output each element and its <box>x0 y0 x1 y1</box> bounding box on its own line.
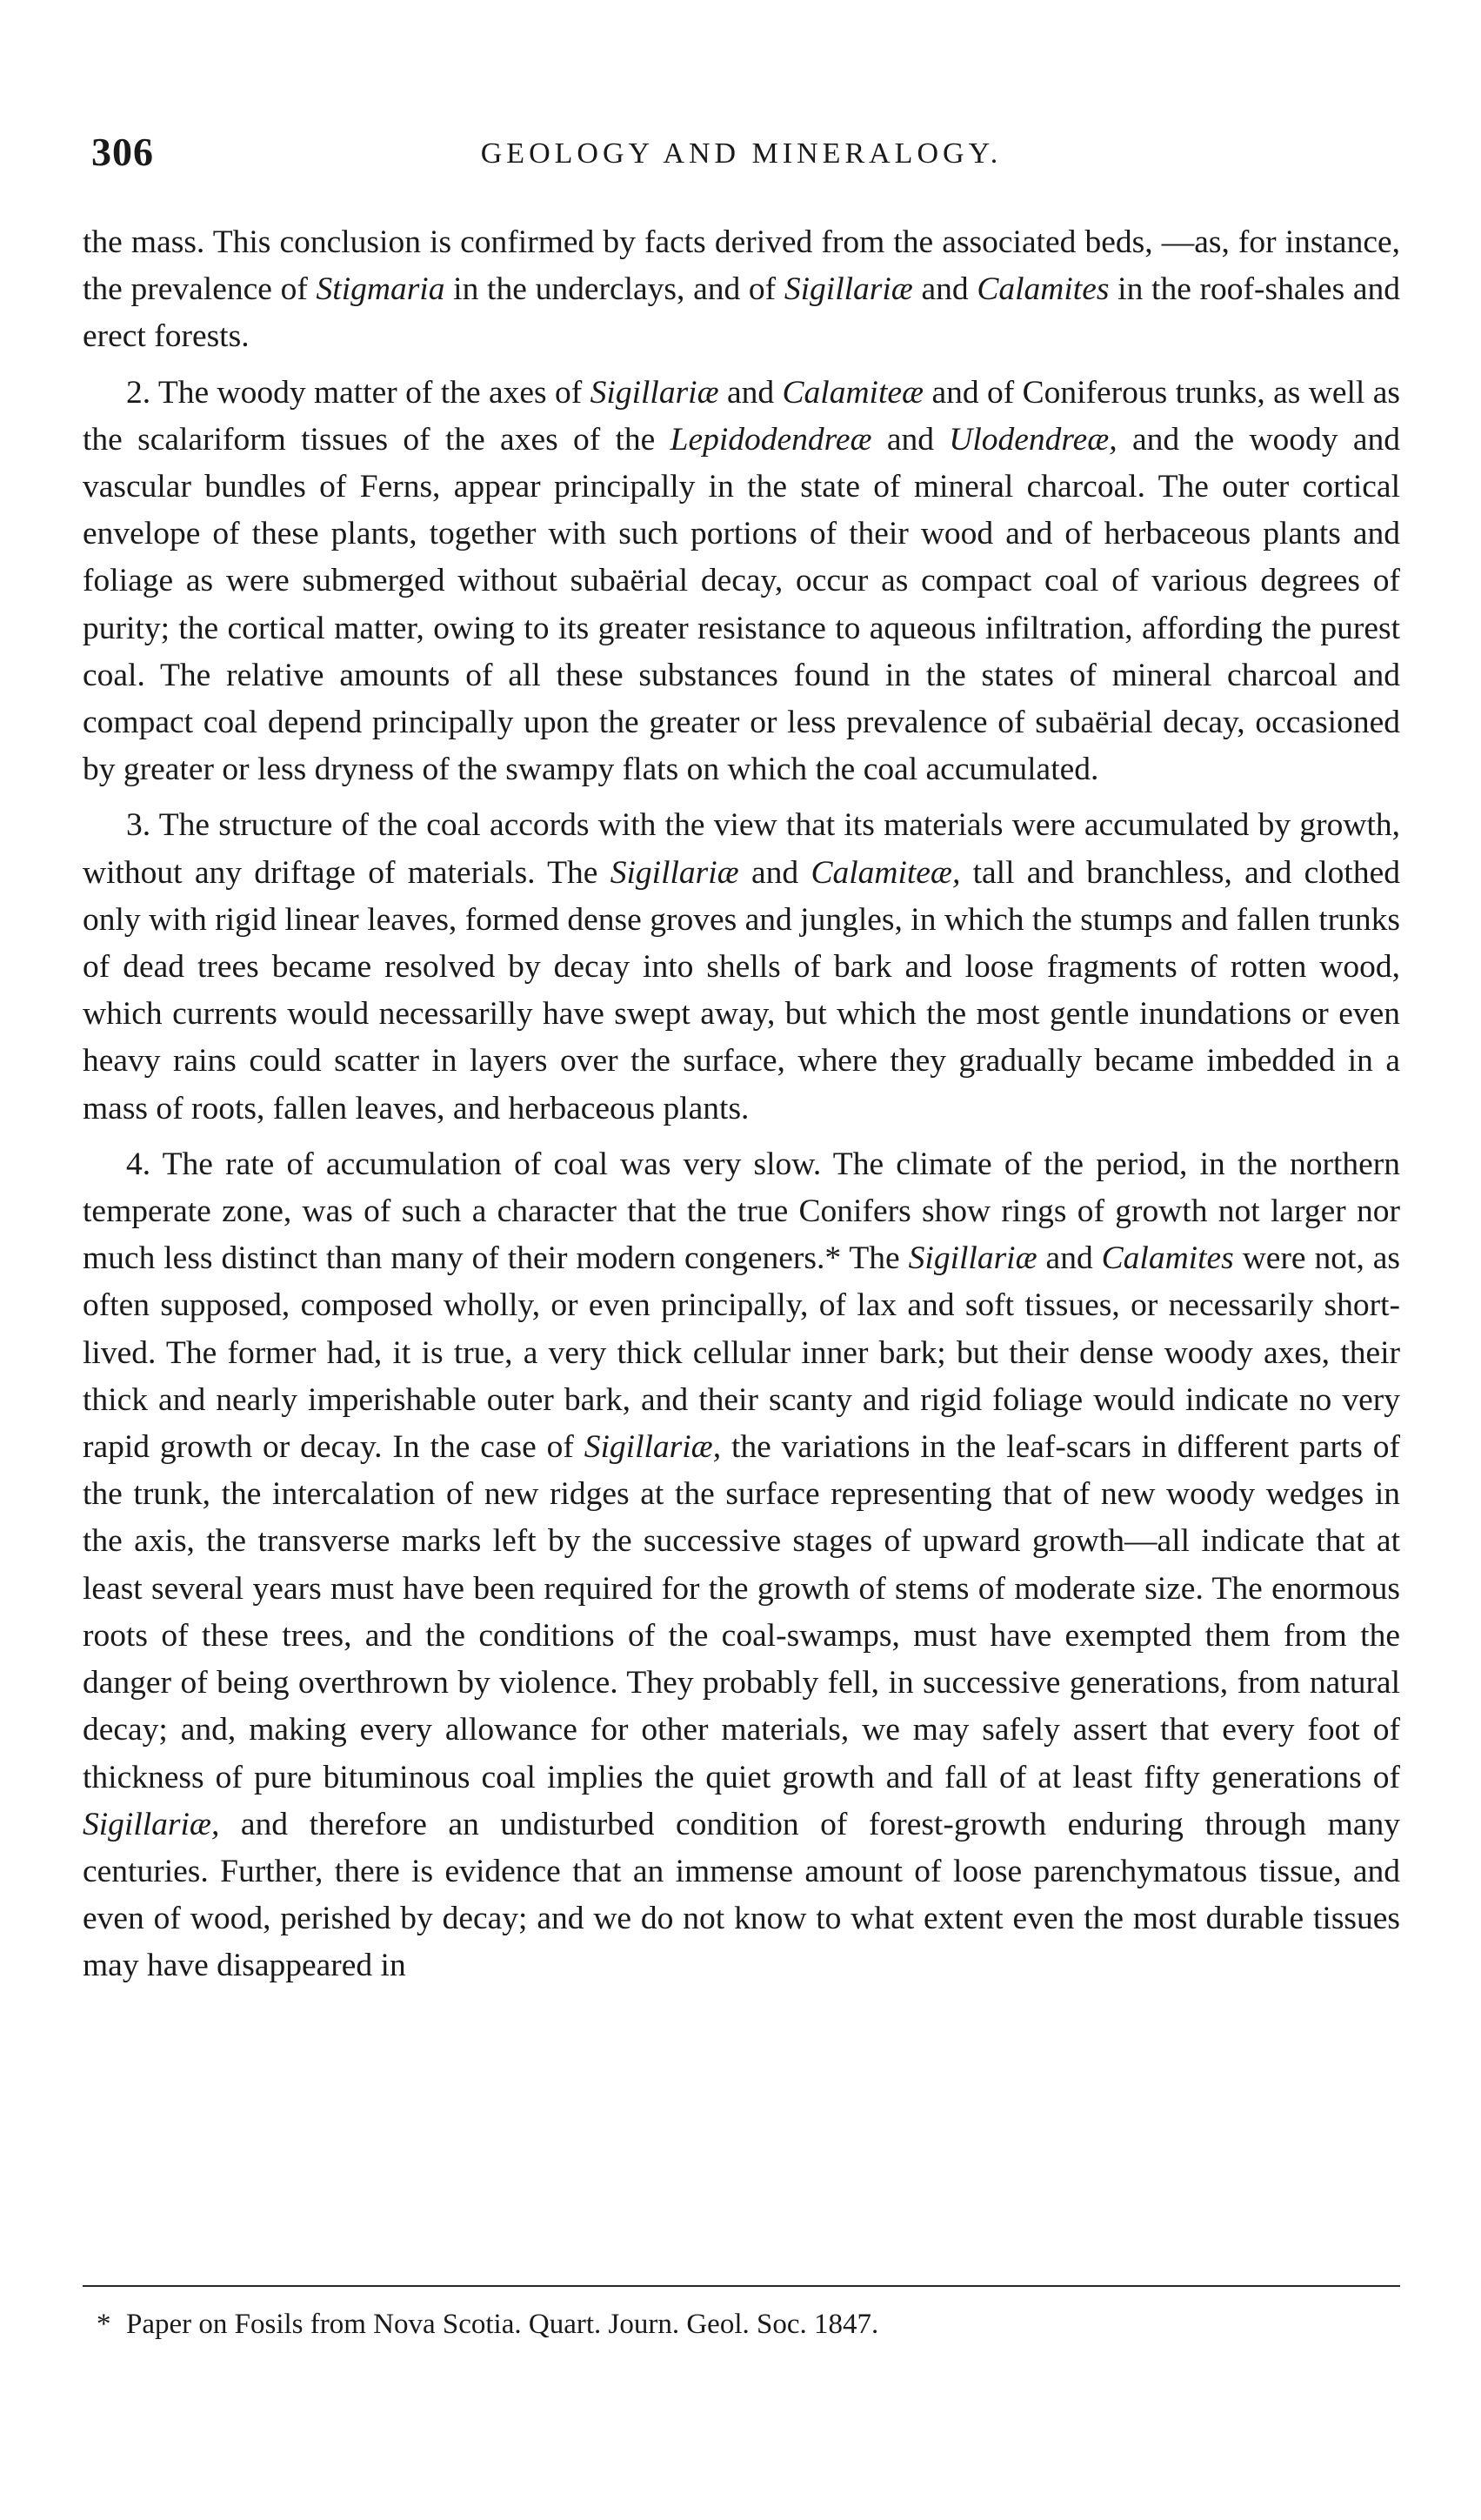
paragraph-2 <box>83 370 1400 794</box>
text-run: 2. The woody matter of the axes of <box>126 374 590 411</box>
italic-term: Sigillariæ, <box>584 1429 722 1466</box>
italic-term: Calamiteæ <box>782 374 924 411</box>
paragraph-4 <box>83 1141 1400 1990</box>
italic-term: Sigillariæ, <box>83 1806 220 1842</box>
running-head <box>83 129 1400 181</box>
footnote <box>97 2305 1384 2343</box>
paragraph-1 <box>83 219 1400 361</box>
text-run: in the underclays, and of <box>444 271 784 308</box>
text-run: and of Coniferous trunks, as well as the scalariform tissues of the axes of the <box>83 374 1400 458</box>
footnote-text: Paper on Fosils from Nova Scotia. Quart. Journ. Geol. Soc. 1847. <box>126 2309 879 2340</box>
text-run: and <box>718 374 783 411</box>
italic-term: Sigillariæ <box>784 271 913 308</box>
text-run: the mass. This conclusion is confirmed by facts derived from the associated beds, —as, for instance, the prevalence of <box>83 224 1400 308</box>
text-run: tall and branchless, and clothed only with rigid linear leaves, formed dense groves and jungles, in which the stumps and fallen trunks of dead trees became resolved by decay into shells of bark and loose fragments of rotten wood, which currents would necessarilly have swept away, but which the most gentle inundations or even heavy rains could scatter in layers over the surface, where they gradually became imbedded in a mass of roots, fallen leaves, and herbaceous plants. <box>83 854 1400 1126</box>
text-run: were not, as often supposed, composed wholly, or even principally, of lax and soft tissues, or necessarily short-lived. The former had, it is true, a very thick cellular inner bark; but their dense woody axes, their thick and nearly imperishable outer bark, and their scanty and rigid foliage would indicate no very rapid growth or decay. In the case of <box>83 1240 1401 1466</box>
italic-term: Calamites <box>977 271 1110 308</box>
running-title: GEOLOGY AND MINERALOGY. <box>480 137 1003 170</box>
italic-term: Stigmaria <box>316 271 445 308</box>
text-run: and <box>871 421 950 458</box>
italic-term: Ulodendreæ, <box>949 421 1117 458</box>
footnote-rule <box>83 2285 1400 2287</box>
italic-term: Sigillariæ <box>590 374 719 411</box>
text-run: 3. The structure of the coal accords with the view that its materials were accumulated by growth, without any driftage of materials. The <box>83 807 1400 891</box>
paragraph-3 <box>83 802 1400 1132</box>
page-number: 306 <box>91 130 154 174</box>
italic-term: Calamites <box>1101 1240 1234 1277</box>
text-run: and <box>738 854 811 891</box>
text-run: in the roof-shales and erect forests. <box>83 271 1401 355</box>
italic-term: Lepidodendreæ <box>670 421 872 458</box>
body-text <box>83 219 1400 1999</box>
text-run: the variations in the leaf-scars in different parts of the trunk, the intercalation of new ridges at the surface representing that of new woody wedges in the axis, the transverse marks left by the successive stages of upward growth—all indicate that at least several years must have been required for the growth of stems of moderate size. The enormous roots of these trees, and the conditions of the coal-swamps, must have exempted them from the danger of being overthrown by violence. They probably fell, in successive generations, from natural decay; and, making every allowance for other materials, we may safely assert that every foot of thickness of pure bituminous coal implies the quiet growth and fall of at least fifty generations of <box>83 1429 1401 1795</box>
text-run: 4. The rate of accumulation of coal was very slow. The climate of the period, in the northern temperate zone, was of such a character that the true Conifers show rings of growth not larger nor much less distinct than many of their modern congeners.* The <box>83 1146 1400 1277</box>
text-run: and the woody and vascular bundles of Ferns, appear principally in the state of mineral charcoal. The outer cortical envelope of these plants, together with such portions of their wood and of herbaceous plants and foliage as were submerged without subaërial decay, occur as compact coal of various degrees of purity; the cortical matter, owing to its greater resistance to aqueous infiltration, affording the purest coal. The relative amounts of all these substances found in the states of mineral charcoal and compact coal depend principally upon the greater or less prevalence of subaërial decay, occasioned by greater or less dryness of the swampy flats on which the coal accumulated. <box>83 421 1400 788</box>
italic-term: Sigillariæ <box>908 1240 1037 1277</box>
footnote-mark: * <box>97 2309 111 2340</box>
text-run: and <box>912 271 977 308</box>
italic-term: Calamiteæ, <box>811 854 961 891</box>
italic-term: Sigillariæ <box>610 854 739 891</box>
text-run: and therefore an undisturbed condition of forest-growth enduring through many centuries. Further, there is evidence that an immense amount of loose parenchymatous tissue, and even of wood, perished by decay; and we do not know to what extent even the most durable tissues may have disappeared in <box>83 1806 1400 1984</box>
text-run: and <box>1037 1240 1102 1277</box>
book-page <box>83 0 1400 2520</box>
